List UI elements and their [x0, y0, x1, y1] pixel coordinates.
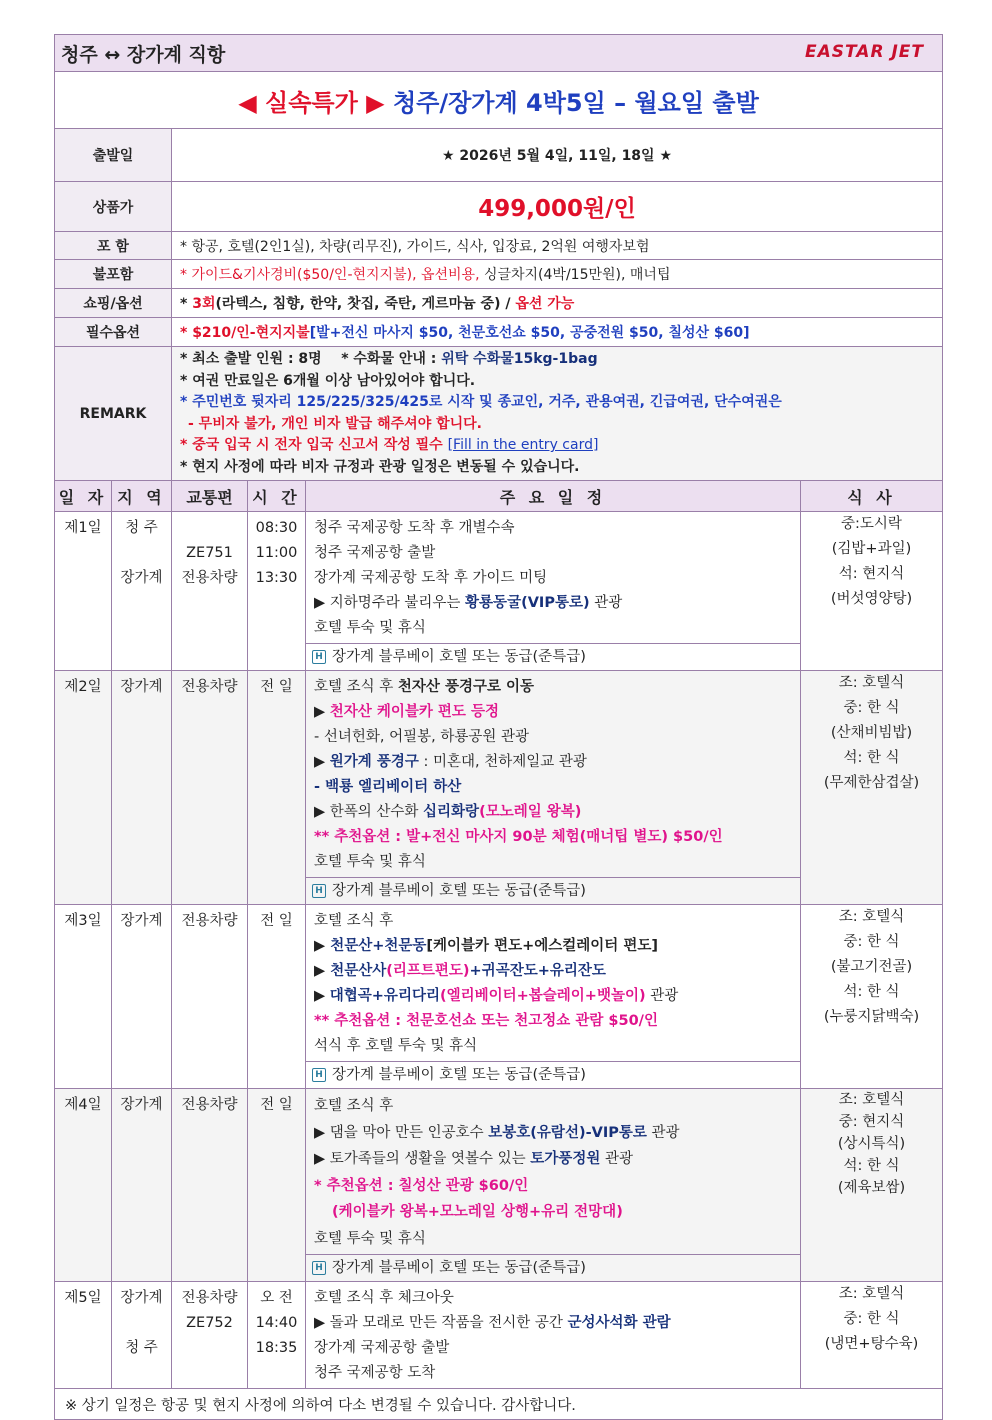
remark-baggage-label: * 수화물 안내 :	[341, 351, 442, 367]
header-time: 시 간	[248, 481, 306, 512]
day-schedule: 호텔 조식 후 천자산 풍경구로 이동 ▶ 천자산 케이블카 편도 등정 - 선녀헌화, 어필봉, 하룡공원 관광 ▶ 원가계 풍경구 : 미혼대, 천하제일교 관광 - 백룡 엘리베이터 하산 ▶ 한폭의 산수화 십리화랑(모노레일 왕복) ** 추천옵션 : 발+전신 마사지 90분 체험(매너팁 별도) $50/인 호텔 투숙 및 휴식 H 장가계 블루베이 호텔 또는 동급(준특급)	[306, 671, 801, 905]
day-3-row	[55, 905, 943, 1089]
remark-baggage-value: 위탁 수화물15kg-1bag	[441, 351, 598, 367]
day-region: 장가계 청 주	[112, 1282, 172, 1389]
day-meals: 조: 호텔식 중: 한 식 (불고기전골) 석: 한 식 (누룽지닭백숙)	[801, 905, 943, 1089]
remark-entry: * 중국 입국 시 전자 입국 신고서 작성 필수	[180, 437, 448, 453]
shopping-count: 3회	[192, 296, 216, 312]
day-time: 오 전 14:40 18:35	[248, 1282, 306, 1389]
departure-value: ★ 2026년 5월 4일, 11일, 18일 ★	[172, 129, 943, 182]
header-meal: 식 사	[801, 481, 943, 512]
departure-label: 출발일	[55, 129, 172, 182]
day-time: 전 일	[248, 905, 306, 1089]
shopping-a: *	[180, 296, 193, 312]
exclude-rest: 싱글차지(4박/15만원), 매너팁	[479, 267, 671, 283]
day-region: 장가계	[112, 1089, 172, 1282]
header-region: 지 역	[112, 481, 172, 512]
day-region: 청 주 장가계	[112, 512, 172, 671]
include-label: 포 함	[55, 232, 172, 260]
day-transport: ZE751 전용차량	[172, 512, 248, 671]
day-label: 제5일	[55, 1282, 112, 1389]
day-2-row	[55, 671, 943, 905]
hotel-line: H 장가계 블루베이 호텔 또는 동급(준특급)	[306, 877, 800, 904]
day-time: 08:30 11:00 13:30	[248, 512, 306, 671]
shopping-list: (라텍스, 침향, 한약, 찻집, 죽탄, 게르마늄 중) /	[215, 296, 516, 312]
exclude-label: 불포함	[55, 260, 172, 289]
day-1-row	[55, 512, 943, 671]
day-schedule: 청주 국제공항 도착 후 개별수속 청주 국제공항 출발 장가계 국제공항 도착 후 가이드 미팅 ▶ 지하명주라 불리우는 황룡동굴(VIP통로) 관광 호텔 투숙 및 휴식 H 장가계 블루베이 호텔 또는 동급(준특급)	[306, 512, 801, 671]
required-value	[172, 318, 943, 347]
price-label: 상품가	[55, 182, 172, 232]
route-title: 청주 ↔ 장가계 직항	[61, 43, 226, 66]
day-transport: 전용차량	[172, 1089, 248, 1282]
hotel-icon: H	[312, 1261, 326, 1275]
hotel-icon: H	[312, 1068, 326, 1082]
headline	[55, 72, 943, 129]
required-items: [발+전신 마사지 $50, 천문호선쇼 $50, 공중전원 $50, 칠성산 $60]	[309, 325, 750, 341]
required-price: * $210/인-현지지불	[180, 325, 310, 341]
price-value: 499,000원/인	[172, 182, 943, 232]
headline-tag: ◀ 실속특가 ▶	[238, 88, 385, 117]
day-transport: 전용차량	[172, 905, 248, 1089]
day-meals: 조: 호텔식 중: 한 식 (산채비빔밥) 석: 한 식 (무제한삼겹살)	[801, 671, 943, 905]
headline-main: 청주/장가계 4박5일 – 월요일 출발	[392, 88, 759, 117]
remark-value	[172, 347, 943, 481]
day-schedule: 호텔 조식 후 ▶ 천문산+천문동[케이블카 편도+에스컬레이터 편도] ▶ 천문산사(리프트편도)+귀곡잔도+유리잔도 ▶ 대협곡+유리다리(엘리베이터+봅슬레이+뱃놀이) 관광 ** 추천옵션 : 천문호선쇼 또는 천고정쇼 관람 $50/인 석식 후 호텔 투숙 및 휴식 H 장가계 블루베이 호텔 또는 동급(준특급)	[306, 905, 801, 1089]
shopping-option: 옵션 가능	[515, 296, 575, 312]
day-transport: 전용차량	[172, 671, 248, 905]
day-schedule: 호텔 조식 후 체크아웃 ▶ 돌과 모래로 만든 작품을 전시한 공간 군성사석화 관람 장가계 국제공항 출발 청주 국제공항 도착	[306, 1282, 801, 1389]
hotel-icon: H	[312, 884, 326, 898]
day-label: 제4일	[55, 1089, 112, 1282]
day-transport: 전용차량 ZE752	[172, 1282, 248, 1389]
include-value: * 항공, 호텔(2인1실), 차량(리무진), 가이드, 식사, 입장료, 2억원 여행자보험	[172, 232, 943, 260]
day-4-row	[55, 1089, 943, 1282]
remark-change: * 현지 사정에 따라 비자 규정과 관광 일정은 변동될 수 있습니다.	[180, 458, 580, 475]
day-label: 제2일	[55, 671, 112, 905]
remark-min-people: * 최소 출발 인원 : 8명	[180, 351, 322, 367]
header-transport: 교통편	[172, 481, 248, 512]
hotel-line: H 장가계 블루베이 호텔 또는 동급(준특급)	[306, 1254, 800, 1281]
hotel-line: H 장가계 블루베이 호텔 또는 동급(준특급)	[306, 643, 800, 670]
day-label: 제1일	[55, 512, 112, 671]
remark-label: REMARK	[55, 347, 172, 481]
day-region: 장가계	[112, 905, 172, 1089]
day-meals: 조: 호텔식 중: 한 식 (냉면+탕수육)	[801, 1282, 943, 1389]
footer-note: ※ 상기 일정은 항공 및 현지 사정에 의하여 다소 변경될 수 있습니다. 감사합니다.	[55, 1389, 943, 1420]
exclude-value	[172, 260, 943, 289]
header-schedule: 주 요 일 정	[306, 481, 801, 512]
remark-entry-card: [Fill in the entry card]	[447, 437, 599, 453]
eastar-jet-logo: EASTAR JET	[805, 41, 924, 62]
shopping-label: 쇼핑/옵션	[55, 289, 172, 318]
day-meals: 조: 호텔식 중: 현지식 (상시특식) 석: 한 식 (제육보쌈)	[801, 1089, 943, 1282]
shopping-value	[172, 289, 943, 318]
day-time: 전 일	[248, 1089, 306, 1282]
exclude-red: * 가이드&기사경비($50/인-현지지불), 옵션비용,	[180, 267, 480, 283]
hotel-icon: H	[312, 650, 326, 664]
day-meals: 중:도시락 (김밥+과일) 석: 현지식 (버섯영양탕)	[801, 512, 943, 671]
remark-passport: * 여권 만료일은 6개월 이상 남아있어야 합니다.	[180, 372, 476, 389]
hotel-line: H 장가계 블루베이 호텔 또는 동급(준특급)	[306, 1061, 800, 1088]
remark-visa-note: - 무비자 불가, 개인 비자 발급 해주셔야 합니다.	[188, 415, 482, 432]
day-label: 제3일	[55, 905, 112, 1089]
day-time: 전 일	[248, 671, 306, 905]
itinerary-table	[54, 34, 943, 1420]
day-region: 장가계	[112, 671, 172, 905]
day-5-row	[55, 1282, 943, 1389]
title-bar	[55, 35, 943, 72]
header-day: 일 자	[55, 481, 112, 512]
day-schedule: 호텔 조식 후 ▶ 댐을 막아 만든 인공호수 보봉호(유람선)-VIP통로 관광 ▶ 토가족들의 생활을 엿볼수 있는 토가풍정원 관광 * 추천옵션 : 칠성산 관광 $60/인 (케이블카 왕복+모노레일 상행+유리 전망대) 호텔 투숙 및 휴식 H 장가계 블루베이 호텔 또는 동급(준특급)	[306, 1089, 801, 1282]
required-label: 필수옵션	[55, 318, 172, 347]
remark-visa-rule: * 주민번호 뒷자리 125/225/325/425로 시작 및 종교인, 거주, 관용여권, 긴급여권, 단수여권은	[180, 394, 782, 410]
itinerary-page	[54, 34, 942, 1420]
